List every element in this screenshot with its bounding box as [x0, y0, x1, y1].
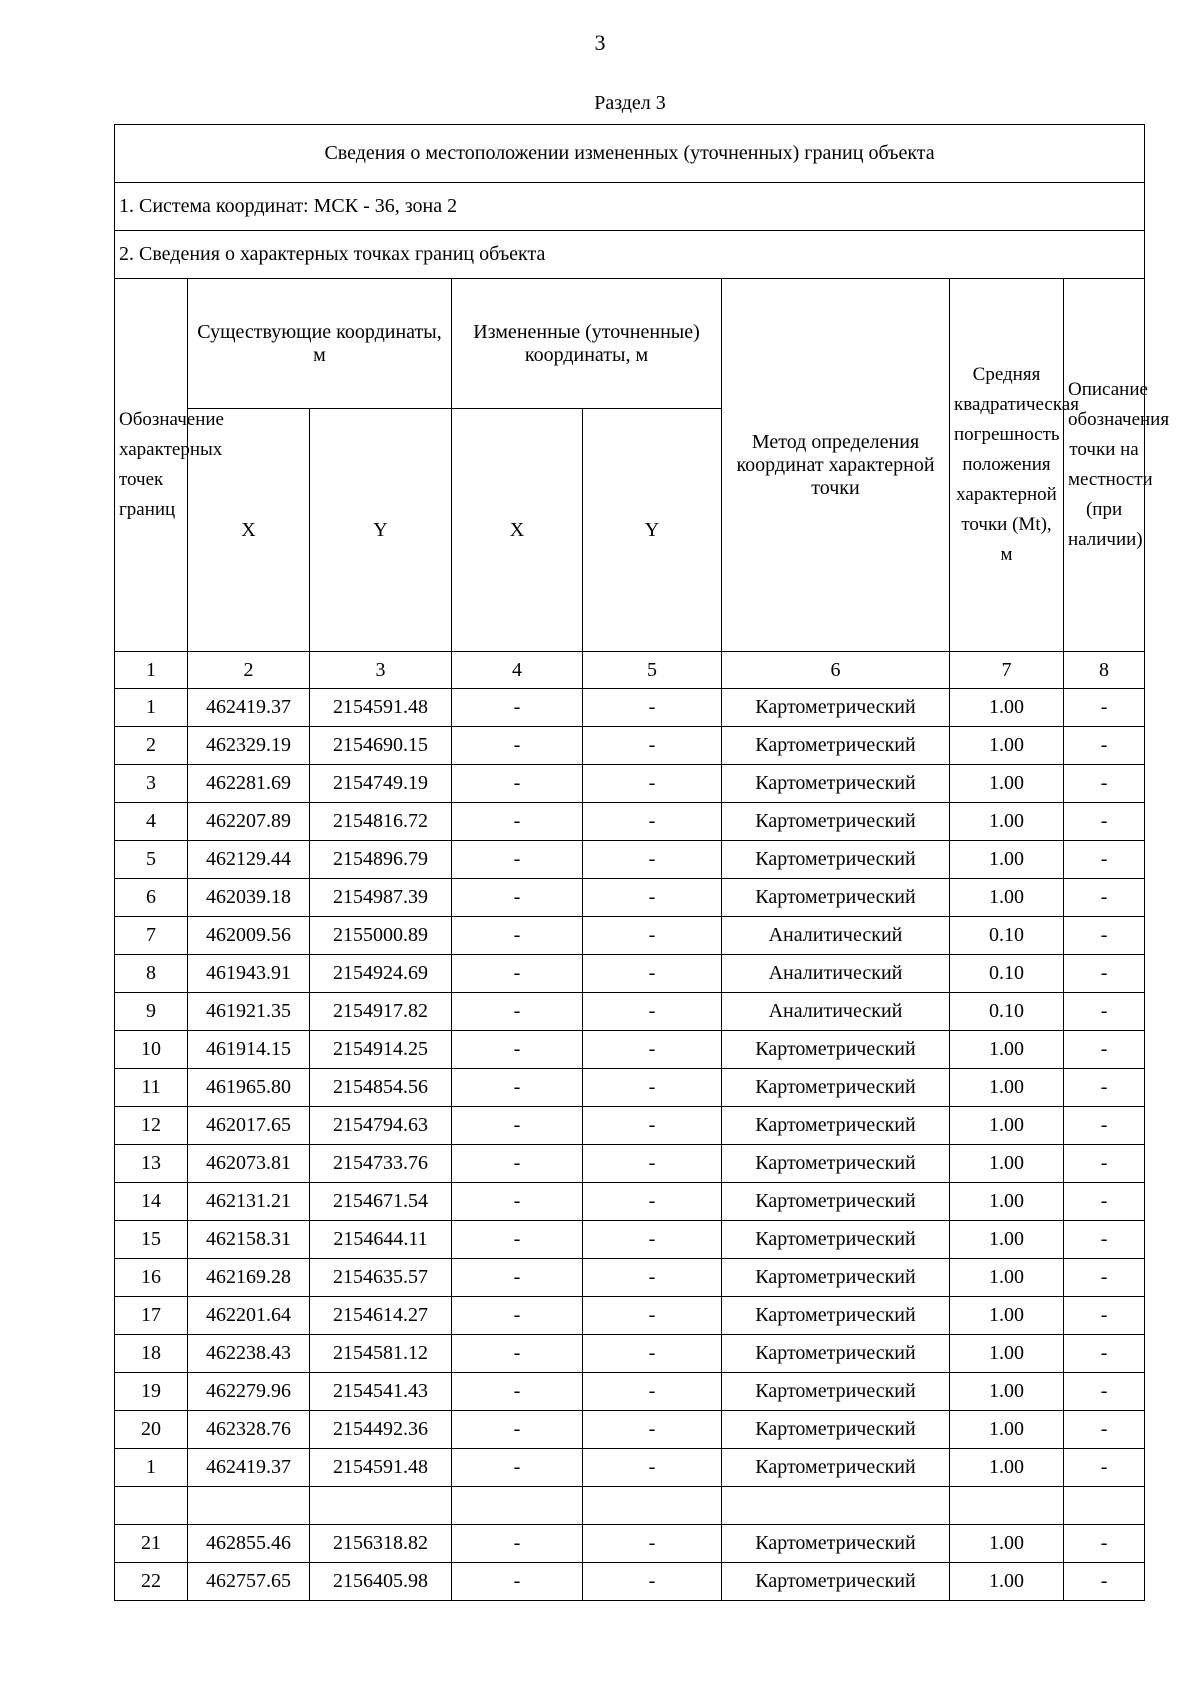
accuracy-cell: 1.00: [950, 1449, 1064, 1487]
existing-x-cell: 462419.37: [188, 689, 310, 727]
existing-x-cell: [188, 1487, 310, 1525]
changed-y-cell: -: [583, 1373, 722, 1411]
column-number: 7: [950, 652, 1064, 689]
header-existing-x: X: [188, 409, 310, 652]
existing-x-cell: 462009.56: [188, 917, 310, 955]
accuracy-cell: 1.00: [950, 1259, 1064, 1297]
existing-y-cell: [310, 1487, 452, 1525]
changed-x-cell: -: [452, 1031, 583, 1069]
description-cell: -: [1064, 917, 1145, 955]
changed-y-cell: -: [583, 689, 722, 727]
point-number-cell: 7: [115, 917, 188, 955]
table-row: [115, 1525, 1145, 1563]
method-cell: Картометрический: [722, 727, 950, 765]
changed-y-cell: -: [583, 1297, 722, 1335]
table-row: [115, 917, 1145, 955]
description-cell: -: [1064, 1449, 1145, 1487]
accuracy-cell: 1.00: [950, 1107, 1064, 1145]
existing-x-cell: 461914.15: [188, 1031, 310, 1069]
table-row: [115, 955, 1145, 993]
method-cell: Картометрический: [722, 689, 950, 727]
changed-y-cell: -: [583, 1525, 722, 1563]
existing-x-cell: 462131.21: [188, 1183, 310, 1221]
existing-y-cell: 2154914.25: [310, 1031, 452, 1069]
column-number: 4: [452, 652, 583, 689]
method-cell: Картометрический: [722, 1373, 950, 1411]
point-number-cell: 16: [115, 1259, 188, 1297]
existing-x-cell: 462281.69: [188, 765, 310, 803]
changed-y-cell: -: [583, 1145, 722, 1183]
table-row: [115, 1563, 1145, 1601]
method-cell: Картометрический: [722, 1525, 950, 1563]
accuracy-cell: 1.00: [950, 879, 1064, 917]
description-cell: -: [1064, 993, 1145, 1031]
accuracy-cell: 0.10: [950, 993, 1064, 1031]
method-cell: Картометрический: [722, 1259, 950, 1297]
header-changed-coordinates: Измененные (уточненные) координаты, м: [452, 279, 722, 409]
method-cell: Картометрический: [722, 1297, 950, 1335]
column-number: 3: [310, 652, 452, 689]
changed-x-cell: -: [452, 1297, 583, 1335]
accuracy-cell: 1.00: [950, 1183, 1064, 1221]
existing-y-cell: 2154854.56: [310, 1069, 452, 1107]
table-row: [115, 1335, 1145, 1373]
changed-x-cell: -: [452, 841, 583, 879]
existing-y-cell: 2154733.76: [310, 1145, 452, 1183]
accuracy-cell: 0.10: [950, 955, 1064, 993]
header-existing-coordinates: Существующие координаты, м: [188, 279, 452, 409]
point-number-cell: 4: [115, 803, 188, 841]
column-number: 2: [188, 652, 310, 689]
accuracy-cell: 1.00: [950, 1221, 1064, 1259]
accuracy-cell: [950, 1487, 1064, 1525]
changed-x-cell: -: [452, 1563, 583, 1601]
point-number-cell: 8: [115, 955, 188, 993]
table-row: [115, 689, 1145, 727]
column-number: 6: [722, 652, 950, 689]
column-number-row: [115, 652, 1145, 689]
changed-y-cell: -: [583, 1411, 722, 1449]
point-number-cell: 19: [115, 1373, 188, 1411]
method-cell: Картометрический: [722, 841, 950, 879]
page-number: 3: [594, 30, 606, 55]
point-number-cell: 20: [115, 1411, 188, 1449]
changed-y-cell: -: [583, 1563, 722, 1601]
existing-x-cell: 462419.37: [188, 1449, 310, 1487]
description-cell: -: [1064, 1373, 1145, 1411]
accuracy-cell: 1.00: [950, 765, 1064, 803]
existing-y-cell: 2154644.11: [310, 1221, 452, 1259]
changed-y-cell: -: [583, 841, 722, 879]
description-cell: -: [1064, 1183, 1145, 1221]
point-number-cell: 14: [115, 1183, 188, 1221]
changed-x-cell: -: [452, 917, 583, 955]
existing-x-cell: 462207.89: [188, 803, 310, 841]
existing-y-cell: 2154924.69: [310, 955, 452, 993]
method-cell: Картометрический: [722, 1107, 950, 1145]
existing-x-cell: 462017.65: [188, 1107, 310, 1145]
existing-y-cell: 2154635.57: [310, 1259, 452, 1297]
description-cell: -: [1064, 689, 1145, 727]
existing-y-cell: 2154749.19: [310, 765, 452, 803]
method-cell: Картометрический: [722, 1031, 950, 1069]
changed-x-cell: -: [452, 1069, 583, 1107]
description-cell: -: [1064, 841, 1145, 879]
method-cell: Аналитический: [722, 917, 950, 955]
existing-x-cell: 462855.46: [188, 1525, 310, 1563]
changed-x-cell: -: [452, 993, 583, 1031]
changed-y-cell: -: [583, 955, 722, 993]
changed-y-cell: -: [583, 1031, 722, 1069]
table-row: [115, 1373, 1145, 1411]
existing-x-cell: 462238.43: [188, 1335, 310, 1373]
accuracy-cell: 1.00: [950, 803, 1064, 841]
changed-x-cell: -: [452, 1107, 583, 1145]
changed-x-cell: -: [452, 1259, 583, 1297]
existing-y-cell: 2155000.89: [310, 917, 452, 955]
method-cell: Картометрический: [722, 1145, 950, 1183]
method-cell: Аналитический: [722, 993, 950, 1031]
accuracy-cell: 1.00: [950, 841, 1064, 879]
existing-y-cell: 2154690.15: [310, 727, 452, 765]
method-cell: Картометрический: [722, 1411, 950, 1449]
table-row: [115, 727, 1145, 765]
table-row: [115, 803, 1145, 841]
method-cell: Картометрический: [722, 1069, 950, 1107]
table-row: [115, 1221, 1145, 1259]
changed-x-cell: -: [452, 1373, 583, 1411]
changed-x-cell: -: [452, 803, 583, 841]
changed-x-cell: [452, 1487, 583, 1525]
changed-y-cell: -: [583, 993, 722, 1031]
coordinate-system: 1. Система координат: МСК - 36, зона 2: [115, 183, 1145, 231]
existing-x-cell: 462158.31: [188, 1221, 310, 1259]
changed-y-cell: -: [583, 1449, 722, 1487]
table-row: [115, 1145, 1145, 1183]
existing-y-cell: 2154917.82: [310, 993, 452, 1031]
description-cell: -: [1064, 1031, 1145, 1069]
changed-x-cell: -: [452, 1525, 583, 1563]
description-cell: -: [1064, 1259, 1145, 1297]
table-row: [115, 1183, 1145, 1221]
description-cell: -: [1064, 1335, 1145, 1373]
table-row: [115, 1449, 1145, 1487]
table-row: [115, 1411, 1145, 1449]
accuracy-cell: 1.00: [950, 1031, 1064, 1069]
existing-x-cell: 462279.96: [188, 1373, 310, 1411]
existing-x-cell: 462328.76: [188, 1411, 310, 1449]
accuracy-cell: 1.00: [950, 1145, 1064, 1183]
existing-y-cell: 2154541.43: [310, 1373, 452, 1411]
method-cell: Картометрический: [722, 879, 950, 917]
changed-y-cell: -: [583, 1183, 722, 1221]
description-cell: -: [1064, 1221, 1145, 1259]
changed-x-cell: -: [452, 879, 583, 917]
header-description: Описание обозначения точки на местности (при наличии): [1064, 279, 1145, 652]
existing-x-cell: 461965.80: [188, 1069, 310, 1107]
point-number-cell: 3: [115, 765, 188, 803]
changed-y-cell: -: [583, 1259, 722, 1297]
description-cell: -: [1064, 803, 1145, 841]
changed-x-cell: -: [452, 1411, 583, 1449]
description-cell: -: [1064, 1107, 1145, 1145]
existing-y-cell: 2154614.27: [310, 1297, 452, 1335]
changed-y-cell: -: [583, 803, 722, 841]
point-number-cell: 5: [115, 841, 188, 879]
table-row: [115, 1031, 1145, 1069]
existing-y-cell: 2154492.36: [310, 1411, 452, 1449]
changed-x-cell: -: [452, 727, 583, 765]
changed-y-cell: -: [583, 917, 722, 955]
changed-y-cell: -: [583, 1069, 722, 1107]
point-number-cell: 6: [115, 879, 188, 917]
accuracy-cell: 1.00: [950, 689, 1064, 727]
existing-x-cell: 462073.81: [188, 1145, 310, 1183]
point-number-cell: 21: [115, 1525, 188, 1563]
accuracy-cell: 0.10: [950, 917, 1064, 955]
header-method: Метод определения координат характерной точки: [722, 279, 950, 652]
point-number-cell: 1: [115, 689, 188, 727]
point-number-cell: 17: [115, 1297, 188, 1335]
existing-y-cell: 2154896.79: [310, 841, 452, 879]
accuracy-cell: 1.00: [950, 1411, 1064, 1449]
existing-y-cell: 2154581.12: [310, 1335, 452, 1373]
header-designation: Обозначение характерных точек границ: [115, 279, 188, 652]
changed-y-cell: -: [583, 1335, 722, 1373]
method-cell: Картометрический: [722, 1449, 950, 1487]
point-number-cell: 10: [115, 1031, 188, 1069]
table-row: [115, 879, 1145, 917]
existing-y-cell: 2154591.48: [310, 1449, 452, 1487]
changed-y-cell: -: [583, 1221, 722, 1259]
description-cell: -: [1064, 955, 1145, 993]
existing-y-cell: 2154671.54: [310, 1183, 452, 1221]
accuracy-cell: 1.00: [950, 1069, 1064, 1107]
column-number: 1: [115, 652, 188, 689]
changed-x-cell: -: [452, 1449, 583, 1487]
existing-y-cell: 2154794.63: [310, 1107, 452, 1145]
point-number-cell: 9: [115, 993, 188, 1031]
point-number-cell: 15: [115, 1221, 188, 1259]
point-number-cell: 2: [115, 727, 188, 765]
description-cell: -: [1064, 1297, 1145, 1335]
header-existing-y: Y: [310, 409, 452, 652]
changed-y-cell: -: [583, 879, 722, 917]
table-row: [115, 1259, 1145, 1297]
description-cell: [1064, 1487, 1145, 1525]
existing-y-cell: 2154987.39: [310, 879, 452, 917]
existing-x-cell: 462039.18: [188, 879, 310, 917]
section-label: Раздел 3: [594, 92, 666, 114]
changed-x-cell: -: [452, 1335, 583, 1373]
description-cell: -: [1064, 727, 1145, 765]
existing-x-cell: 462169.28: [188, 1259, 310, 1297]
changed-y-cell: -: [583, 765, 722, 803]
header-accuracy: Средняя квадратическая погрешность положения характерной точки (Mt), м: [950, 279, 1064, 652]
existing-x-cell: 462329.19: [188, 727, 310, 765]
point-number-cell: 13: [115, 1145, 188, 1183]
changed-y-cell: [583, 1487, 722, 1525]
table-row: [115, 1107, 1145, 1145]
changed-x-cell: -: [452, 1183, 583, 1221]
method-cell: Картометрический: [722, 803, 950, 841]
accuracy-cell: 1.00: [950, 1335, 1064, 1373]
description-cell: -: [1064, 1411, 1145, 1449]
point-number-cell: 22: [115, 1563, 188, 1601]
method-cell: [722, 1487, 950, 1525]
table-row: [115, 1487, 1145, 1525]
boundary-points-table: [114, 124, 1170, 1601]
accuracy-cell: 1.00: [950, 1373, 1064, 1411]
accuracy-cell: 1.00: [950, 1297, 1064, 1335]
existing-x-cell: 461943.91: [188, 955, 310, 993]
table-row: [115, 993, 1145, 1031]
existing-x-cell: 462129.44: [188, 841, 310, 879]
description-cell: -: [1064, 1145, 1145, 1183]
points-section-title: 2. Сведения о характерных точках границ объекта: [115, 231, 1145, 279]
method-cell: Аналитический: [722, 955, 950, 993]
table-row: [115, 765, 1145, 803]
existing-y-cell: 2156318.82: [310, 1525, 452, 1563]
changed-y-cell: -: [583, 727, 722, 765]
table-row: [115, 841, 1145, 879]
existing-x-cell: 462201.64: [188, 1297, 310, 1335]
table-caption: Сведения о местоположении измененных (уточненных) границ объекта: [115, 125, 1145, 183]
method-cell: Картометрический: [722, 1563, 950, 1601]
existing-y-cell: 2154591.48: [310, 689, 452, 727]
existing-y-cell: 2154816.72: [310, 803, 452, 841]
changed-y-cell: -: [583, 1107, 722, 1145]
accuracy-cell: 1.00: [950, 727, 1064, 765]
changed-x-cell: -: [452, 1221, 583, 1259]
column-number: 5: [583, 652, 722, 689]
existing-x-cell: 462757.65: [188, 1563, 310, 1601]
header-changed-x: X: [452, 409, 583, 652]
changed-x-cell: -: [452, 1145, 583, 1183]
method-cell: Картометрический: [722, 1221, 950, 1259]
changed-x-cell: -: [452, 765, 583, 803]
point-number-cell: 12: [115, 1107, 188, 1145]
changed-x-cell: -: [452, 689, 583, 727]
table-row: [115, 1069, 1145, 1107]
table-row: [115, 1297, 1145, 1335]
point-number-cell: 18: [115, 1335, 188, 1373]
changed-x-cell: -: [452, 955, 583, 993]
method-cell: Картометрический: [722, 1183, 950, 1221]
description-cell: -: [1064, 765, 1145, 803]
header-changed-y: Y: [583, 409, 722, 652]
description-cell: -: [1064, 1069, 1145, 1107]
existing-x-cell: 461921.35: [188, 993, 310, 1031]
description-cell: -: [1064, 1563, 1145, 1601]
point-number-cell: 11: [115, 1069, 188, 1107]
accuracy-cell: 1.00: [950, 1563, 1064, 1601]
column-number: 8: [1064, 652, 1145, 689]
point-number-cell: 1: [115, 1449, 188, 1487]
description-cell: -: [1064, 1525, 1145, 1563]
method-cell: Картометрический: [722, 1335, 950, 1373]
existing-y-cell: 2156405.98: [310, 1563, 452, 1601]
accuracy-cell: 1.00: [950, 1525, 1064, 1563]
description-cell: -: [1064, 879, 1145, 917]
point-number-cell: [115, 1487, 188, 1525]
method-cell: Картометрический: [722, 765, 950, 803]
